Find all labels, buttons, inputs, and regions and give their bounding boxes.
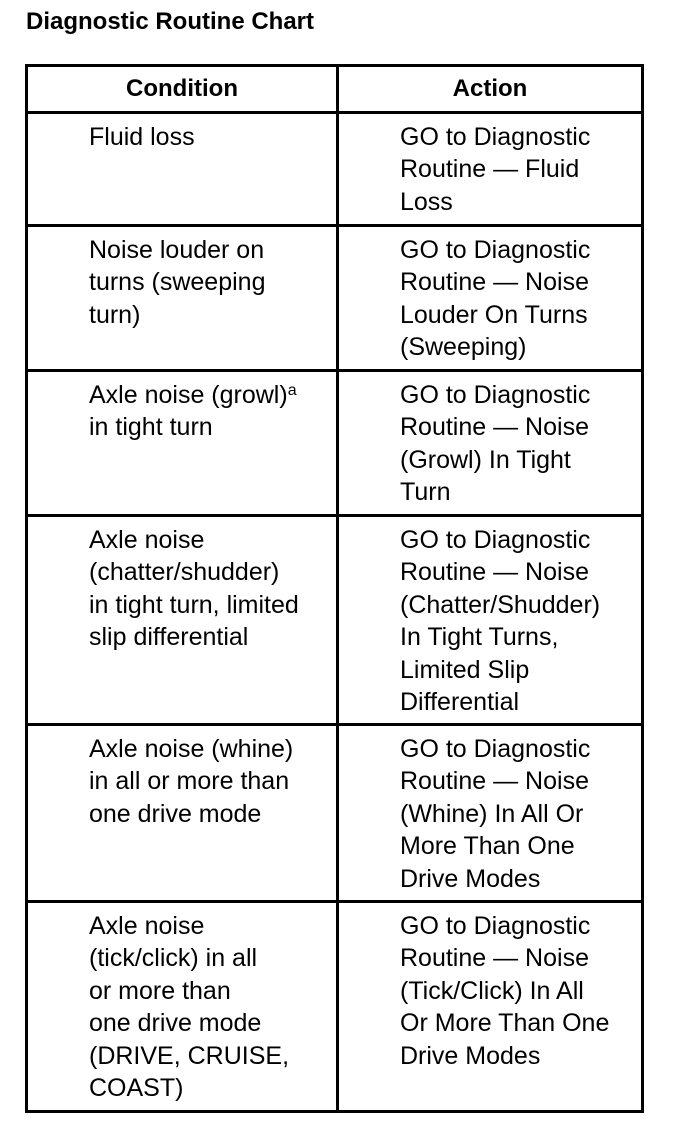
condition-text: Axle noise (chatter/shudder) in tight turn, limited slip differential [89,526,299,652]
condition-text-rest: in tight turn [89,413,213,442]
action-cell [338,725,643,902]
action-cell [338,226,643,371]
action-text: GO to Diagnostic Routine — Noise (Tick/Click) In All Or More Than One Drive Modes [400,912,610,1070]
condition-text: Noise louder on turns (sweeping turn) [89,236,266,329]
table-row [27,113,643,226]
action-text: GO to Diagnostic Routine — Noise Louder On Turns (Sweeping) [400,236,591,362]
condition-cell [27,516,338,725]
action-text: GO to Diagnostic Routine — Fluid Loss [400,123,591,216]
action-cell [338,113,643,226]
action-cell [338,516,643,725]
condition-cell [27,902,338,1112]
column-header-action: Action [338,66,643,113]
action-text: GO to Diagnostic Routine — Noise (Whine) In All Or More Than One Drive Modes [400,735,591,893]
action-text: GO to Diagnostic Routine — Noise (Growl) In Tight Turn [400,381,591,507]
condition-cell [27,113,338,226]
action-cell [338,371,643,516]
table-row [27,371,643,516]
condition-text-main: Axle noise (growl) [89,381,288,409]
condition-cell [27,371,338,516]
diagnostic-routine-table [25,64,644,1113]
condition-text: Fluid loss [89,123,195,151]
table-header-row [27,66,643,113]
condition-cell [27,226,338,371]
column-header-condition: Condition [27,66,338,113]
condition-text [89,379,330,444]
table-row [27,226,643,371]
action-cell [338,902,643,1112]
table-row [27,725,643,902]
action-text: GO to Diagnostic Routine — Noise (Chatter/Shudder) In Tight Turns, Limited Slip Differential [400,526,601,717]
table-row [27,902,643,1112]
chart-title: Diagnostic Routine Chart [26,8,315,35]
condition-text: Axle noise (tick/click) in all or more than one drive mode (DRIVE, CRUISE, COAST) [89,912,290,1103]
table-row [27,516,643,725]
condition-cell [27,725,338,902]
footnote-marker: a [287,382,297,399]
condition-text: Axle noise (whine) in all or more than one drive mode [89,735,294,828]
